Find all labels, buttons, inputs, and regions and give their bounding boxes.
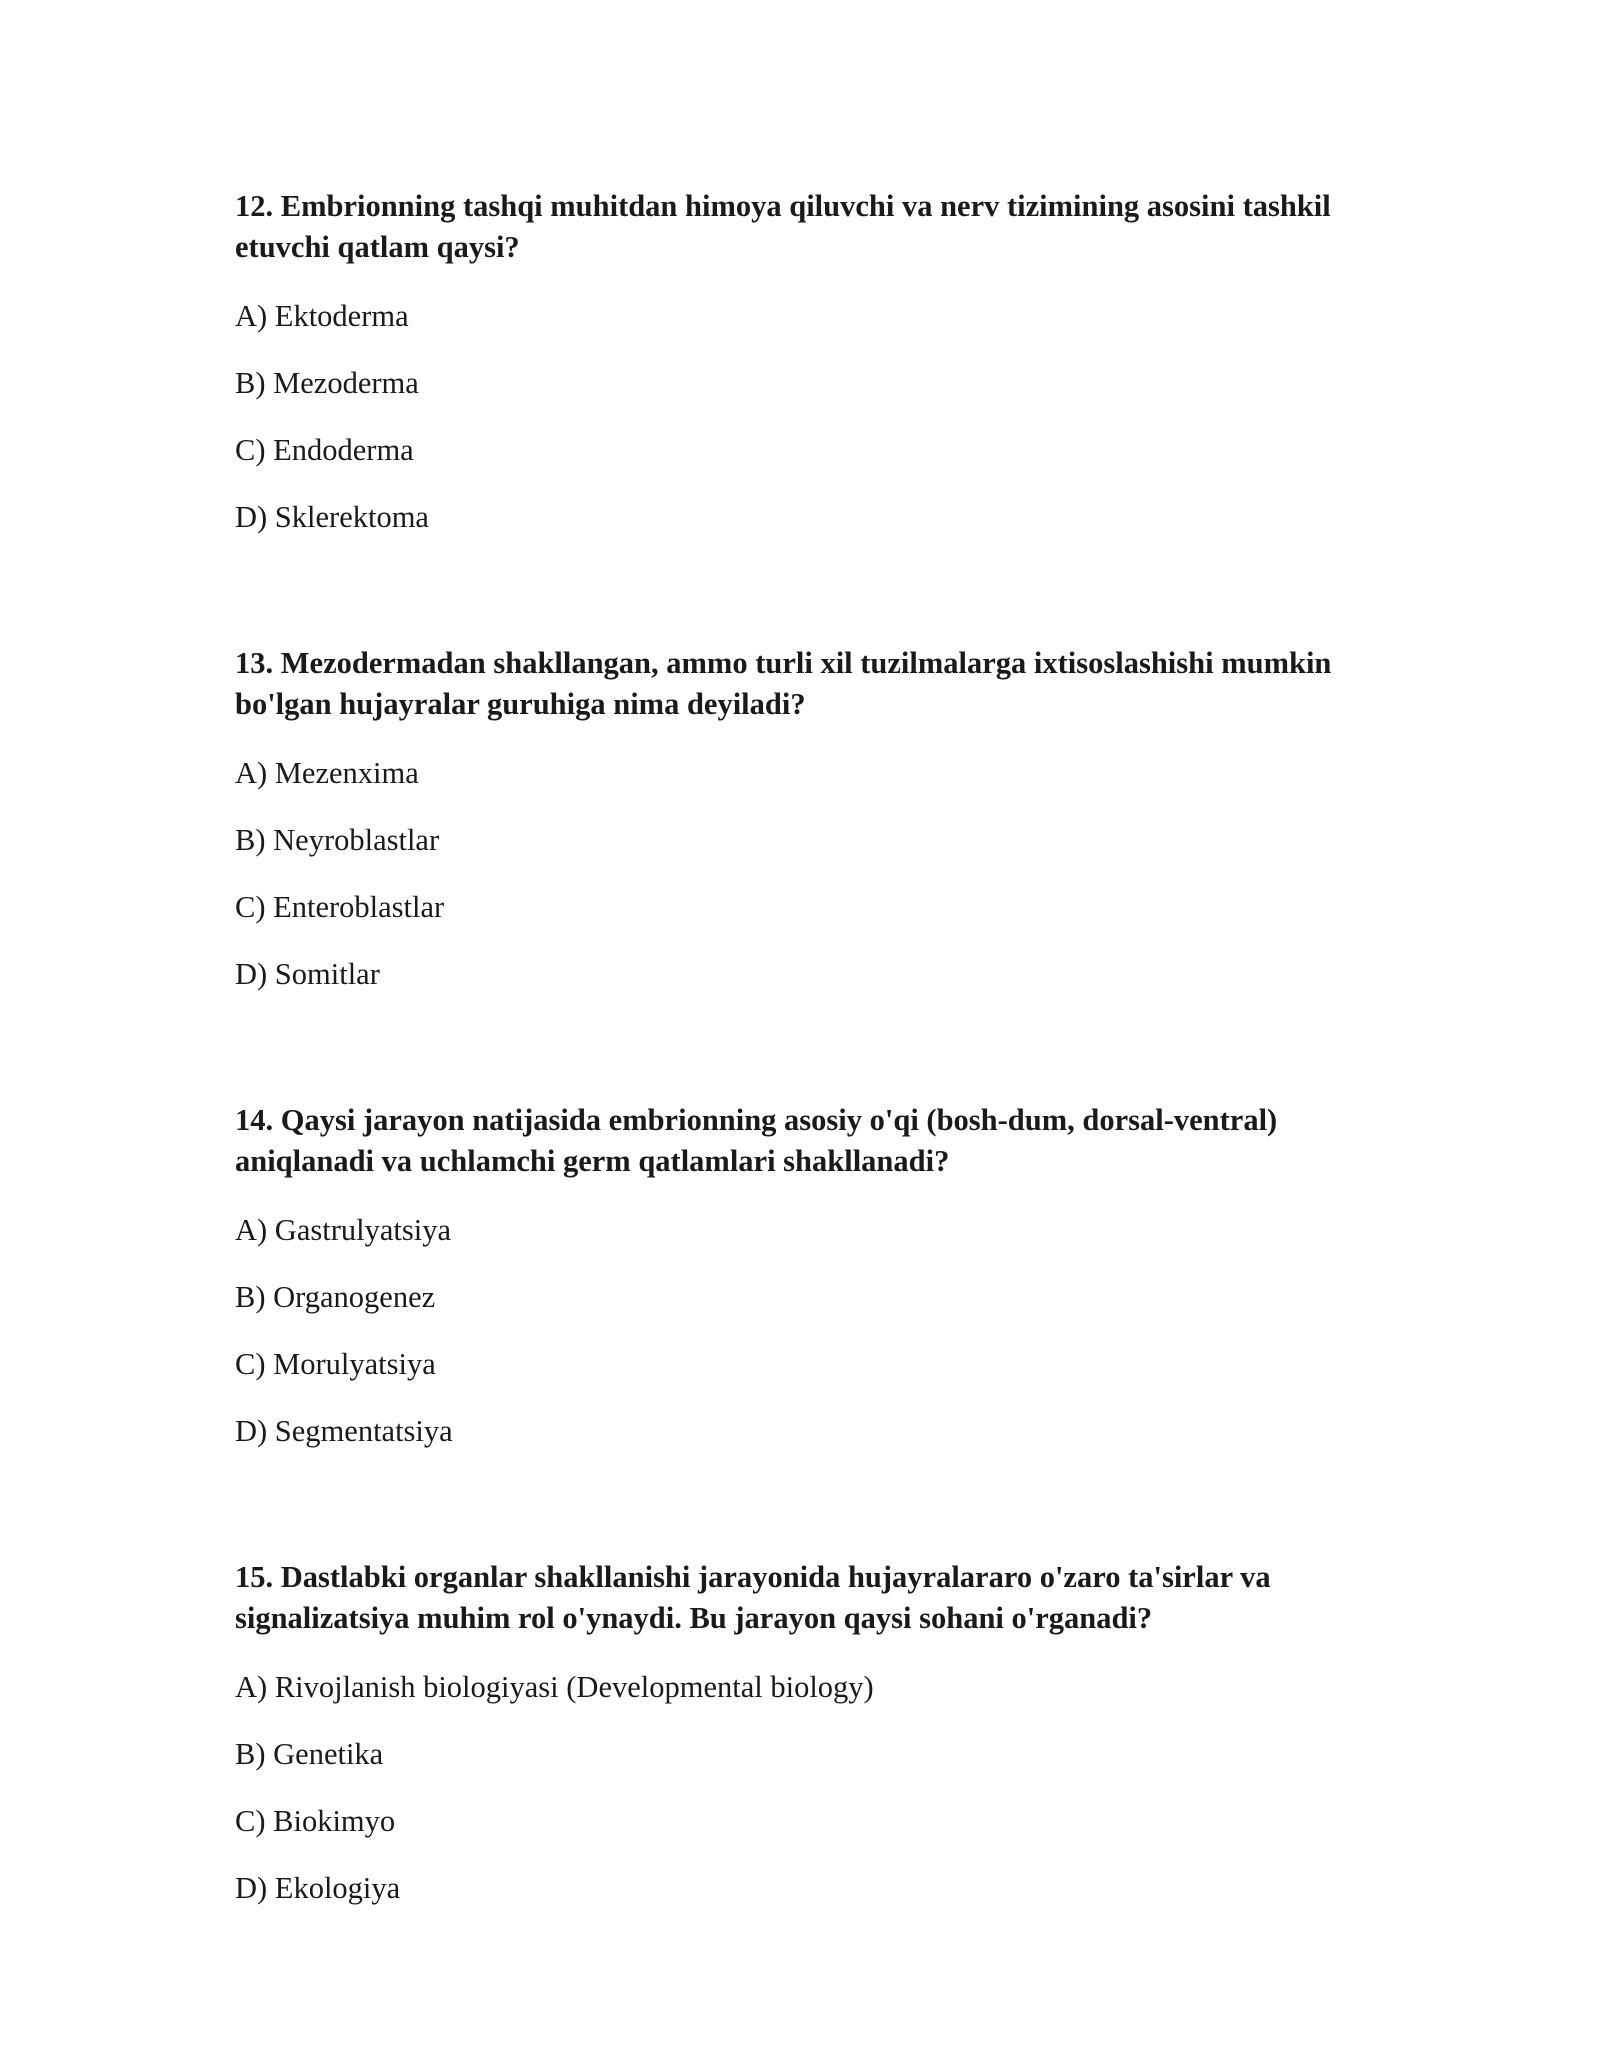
answer-option-c: C) Enteroblastlar — [235, 890, 445, 924]
answer-options — [235, 296, 1395, 538]
answer-option-a: A) Gastrulyatsiya — [235, 1213, 451, 1247]
question-14 — [235, 1100, 1395, 1452]
document-page — [235, 186, 1395, 2014]
question-13 — [235, 643, 1395, 995]
answer-option-c: C) Endoderma — [235, 433, 414, 467]
question-text: 14. Qaysi jarayon natijasida embrionning asosiy o'qi (bosh-dum, dorsal-ventral) aniqlanadi va uchlamchi germ qatlamlari shakllanadi? — [235, 1103, 1278, 1178]
answer-option-a: A) Mezenxima — [235, 756, 419, 790]
answer-option-d: D) Sklerektoma — [235, 500, 429, 534]
answer-option-b: B) Mezoderma — [235, 366, 419, 400]
answer-options — [235, 1210, 1395, 1452]
question-text: 15. Dastlabki organlar shakllanishi jarayonida hujayralararo o'zaro ta'sirlar va signalizatsiya muhim rol o'ynaydi. Bu jarayon qaysi sohani o'rganadi? — [235, 1560, 1271, 1635]
answer-option-a: A) Ektoderma — [235, 299, 409, 333]
question-text: 12. Embrionning tashqi muhitdan himoya qiluvchi va nerv tizimining asosini tashkil etuvchi qatlam qaysi? — [235, 189, 1331, 264]
answer-options — [235, 753, 1395, 995]
answer-option-b: B) Neyroblastlar — [235, 823, 440, 857]
answer-option-a: A) Rivojlanish biologiyasi (Developmental biology) — [235, 1670, 874, 1704]
answer-options — [235, 1667, 1395, 1909]
question-text: 13. Mezodermadan shakllangan, ammo turli xil tuzilmalarga ixtisoslashishi mumkin bo'lgan hujayralar guruhiga nima deyiladi? — [235, 646, 1332, 721]
question-15 — [235, 1557, 1395, 1909]
answer-option-c: C) Biokimyo — [235, 1804, 396, 1838]
answer-option-d: D) Somitlar — [235, 957, 380, 991]
answer-option-d: D) Ekologiya — [235, 1871, 401, 1905]
answer-option-b: B) Genetika — [235, 1737, 384, 1771]
question-12 — [235, 186, 1395, 538]
answer-option-c: C) Morulyatsiya — [235, 1347, 436, 1381]
answer-option-d: D) Segmentatsiya — [235, 1414, 453, 1448]
answer-option-b: B) Organogenez — [235, 1280, 436, 1314]
